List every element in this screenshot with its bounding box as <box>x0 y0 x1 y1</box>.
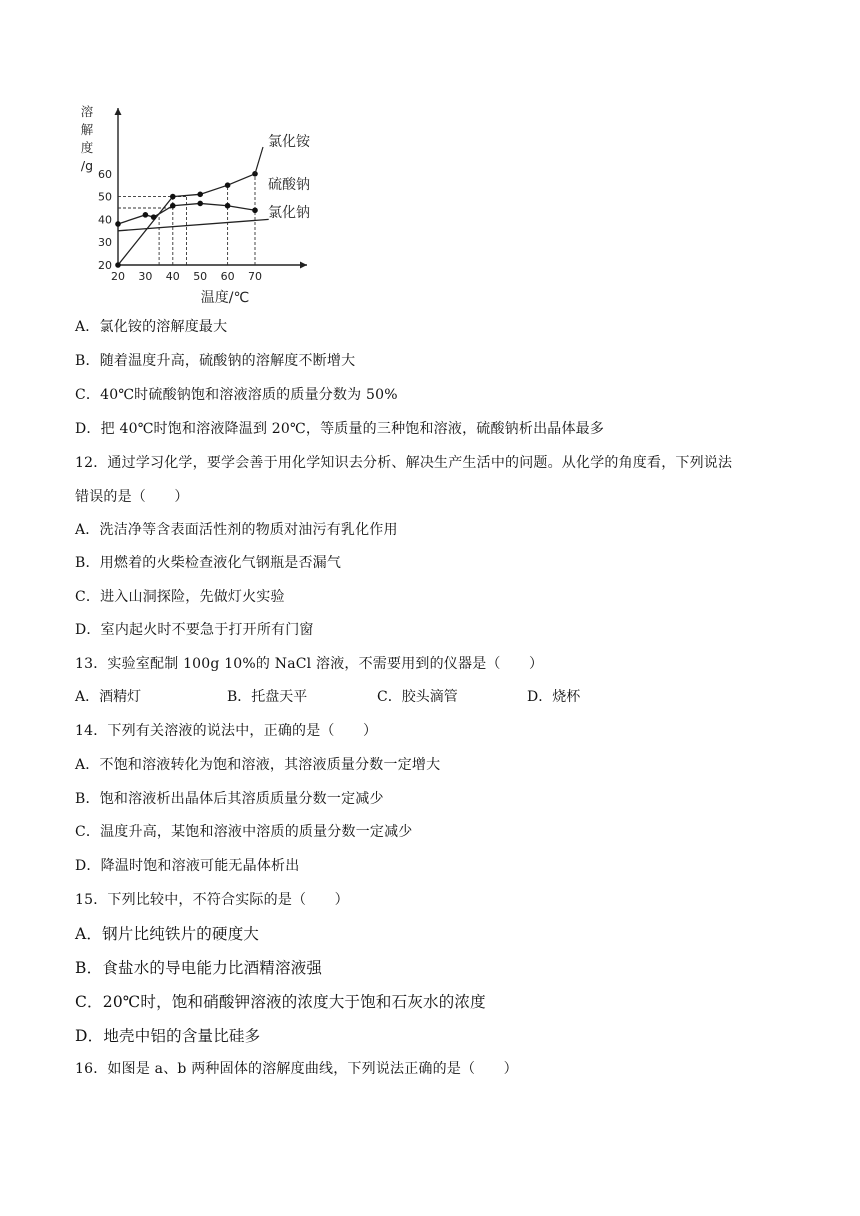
y-tick-label: 60 <box>98 167 112 181</box>
data-point <box>170 203 176 209</box>
x-tick-label: 30 <box>138 270 153 283</box>
q15-option-c: C．20℃时，饱和硝酸钾溶液的浓度大于饱和石灰水的浓度 <box>75 993 486 1011</box>
q13-option-c: C．胶头滴管 <box>377 689 458 705</box>
y-tick-label: 40 <box>98 213 112 227</box>
y-axis-arrow <box>115 108 122 115</box>
q12-stem-line2: 错误的是（ ） <box>75 489 189 505</box>
series-line <box>118 219 269 230</box>
q14-option-b: B．饱和溶液析出晶体后其溶质质量分数一定减少 <box>75 791 384 807</box>
x-axis-arrow <box>300 262 307 269</box>
y-axis-label: 度 <box>80 140 94 155</box>
data-point <box>143 212 149 218</box>
q14-option-c: C．温度升高，某饱和溶液中溶质的质量分数一定减少 <box>75 824 413 840</box>
data-point <box>225 203 231 209</box>
q11-option-a: A．氯化铵的溶解度最大 <box>75 319 228 335</box>
data-point <box>115 262 121 268</box>
q13-option-d: D．烧杯 <box>527 689 581 705</box>
y-axis-label: /g <box>80 158 94 173</box>
q12-option-c: C．进入山洞探险，先做灯火实验 <box>75 589 285 605</box>
data-point <box>197 192 203 198</box>
y-tick-label: 30 <box>98 236 112 250</box>
q12-stem-line1: 12．通过学习化学，要学会善于用化学知识去分析、解决生产生活中的问题。从化学的角度看，下列说法 <box>75 455 733 471</box>
y-tick-label: 50 <box>98 190 112 204</box>
data-point <box>151 214 157 220</box>
series-label: 氯化铵 <box>268 134 310 150</box>
q12-option-d: D．室内起火时不要急于打开所有门窗 <box>75 622 314 638</box>
x-tick-label: 40 <box>165 270 180 283</box>
series-label: 氯化钠 <box>268 205 310 221</box>
y-axis-label: 解 <box>80 122 94 137</box>
q12-option-a: A．洗洁净等含表面活性剂的物质对油污有乳化作用 <box>75 522 398 538</box>
q14-option-a: A．不饱和溶液转化为饱和溶液，其溶液质量分数一定增大 <box>75 757 441 773</box>
q16-stem: 16．如图是 a、b 两种固体的溶解度曲线，下列说法正确的是（ ） <box>75 1061 518 1077</box>
data-point <box>225 182 231 188</box>
y-axis-label: 溶 <box>80 104 94 119</box>
solubility-chart <box>75 100 335 310</box>
y-tick-label: 20 <box>98 259 112 272</box>
q14-option-d: D．降温时饱和溶液可能无晶体析出 <box>75 858 300 874</box>
data-point <box>252 207 258 213</box>
x-tick-label: 70 <box>248 270 262 283</box>
q11-option-b: B．随着温度升高，硫酸钠的溶解度不断增大 <box>75 353 356 369</box>
data-point <box>115 221 121 227</box>
series-label-leader <box>255 147 263 174</box>
q14-stem: 14．下列有关溶液的说法中，正确的是（ ） <box>75 723 378 739</box>
q15-option-a: A．钢片比纯铁片的硬度大 <box>75 925 260 943</box>
x-tick-label: 50 <box>193 270 208 283</box>
q13-stem: 13．实验室配制 100g 10%的 NaCl 溶液，不需要用到的仪器是（ ） <box>75 656 544 672</box>
q15-stem: 15．下列比较中，不符合实际的是（ ） <box>75 892 349 908</box>
q11-option-c: C．40℃时硫酸钠饱和溶液溶质的质量分数为 50% <box>75 387 398 403</box>
x-axis-label: 温度/℃ <box>200 290 250 306</box>
x-tick-label: 60 <box>220 270 235 283</box>
x-tick-label: 20 <box>111 270 125 283</box>
q13-options <box>75 686 775 706</box>
q13-option-b: B．托盘天平 <box>227 689 308 705</box>
series-label: 硫酸钠 <box>268 177 310 193</box>
data-point <box>197 201 203 207</box>
q11-option-d: D．把 40℃时饱和溶液降温到 20℃，等质量的三种饱和溶液，硫酸钠析出晶体最多 <box>75 421 605 437</box>
q15-option-b: B．食盐水的导电能力比酒精溶液强 <box>75 959 323 977</box>
q12-option-b: B．用燃着的火柴检查液化气钢瓶是否漏气 <box>75 555 342 571</box>
data-point <box>170 194 176 200</box>
q15-option-d: D．地壳中铝的含量比硅多 <box>75 1027 261 1045</box>
q13-option-a: A．酒精灯 <box>75 689 142 705</box>
